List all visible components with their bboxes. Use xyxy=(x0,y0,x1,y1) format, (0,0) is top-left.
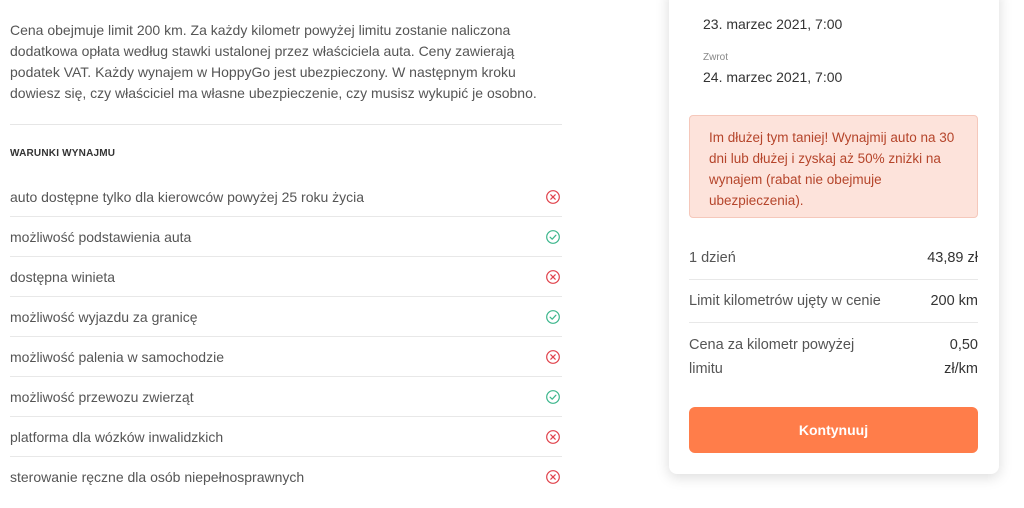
booking-summary-card xyxy=(669,0,999,474)
rule-label: możliwość podstawienia auta xyxy=(10,228,192,245)
price-row-km-limit xyxy=(689,293,978,309)
price-row-day xyxy=(689,250,978,266)
x-circle-icon xyxy=(545,469,561,485)
rule-row xyxy=(10,377,562,417)
rule-row xyxy=(10,177,562,217)
price-label: Cena za kilometr powyżej limitu xyxy=(689,337,855,377)
rules-heading: WARUNKI WYNAJMU xyxy=(10,148,116,159)
price-label: 1 dzień xyxy=(689,250,736,266)
divider xyxy=(689,279,978,280)
price-row-km-price xyxy=(689,333,978,381)
x-circle-icon xyxy=(545,189,561,205)
rule-row xyxy=(10,337,562,377)
rule-label: możliwość palenia w samochodzie xyxy=(10,348,224,365)
price-value: 43,89 zł xyxy=(927,250,978,266)
rule-row xyxy=(10,257,562,297)
rule-label: sterowanie ręczne dla osób niepełnosprawnych xyxy=(10,468,305,485)
check-circle-icon xyxy=(545,229,561,245)
x-circle-icon xyxy=(545,349,561,365)
rule-label: możliwość wyjazdu za granicę xyxy=(10,308,198,325)
return-label: Zwrot xyxy=(703,52,728,63)
price-info-text: Cena obejmuje limit 200 km. Za każdy kilometr powyżej limitu zostanie naliczona dodatkowa opłata według stawki ustalonej przez właściciela auta. Ceny zawierają podatek VAT. Każdy wynajem w HoppyGo jest ubezpieczony. W następnym kroku dowiesz się, czy właściciel ma własne ubezpieczenie, czy musisz wykupić je osobno. xyxy=(10,20,562,125)
rule-label: platforma dla wózków inwalidzkich xyxy=(10,428,224,445)
check-circle-icon xyxy=(545,389,561,405)
rule-label: możliwość przewozu zwierząt xyxy=(10,388,194,405)
x-circle-icon xyxy=(545,269,561,285)
rule-row xyxy=(10,417,562,457)
rule-row xyxy=(10,217,562,257)
rule-label: dostępna winieta xyxy=(10,268,116,285)
promo-banner: Im dłużej tym taniej! Wynajmij auto na 30 dni lub dłużej i zyskaj aż 50% zniżki na wynajem (rabat nie obejmuje ubezpieczenia). xyxy=(689,115,978,218)
price-label: Limit kilometrów ujęty w cenie xyxy=(689,293,881,309)
continue-button[interactable]: Kontynuuj xyxy=(689,407,978,453)
return-date: 24. marzec 2021, 7:00 xyxy=(703,69,843,85)
rule-label: auto dostępne tylko dla kierowców powyżej 25 roku życia xyxy=(10,188,365,205)
check-circle-icon xyxy=(545,309,561,325)
rental-terms-section xyxy=(10,0,562,496)
rules-list xyxy=(10,177,562,496)
x-circle-icon xyxy=(545,429,561,445)
price-value: 200 km xyxy=(930,293,978,309)
pickup-date: 23. marzec 2021, 7:00 xyxy=(703,16,843,32)
rule-row xyxy=(10,297,562,337)
divider xyxy=(689,322,978,323)
price-value: 0,50 zł/km xyxy=(944,337,978,377)
rule-row xyxy=(10,457,562,496)
